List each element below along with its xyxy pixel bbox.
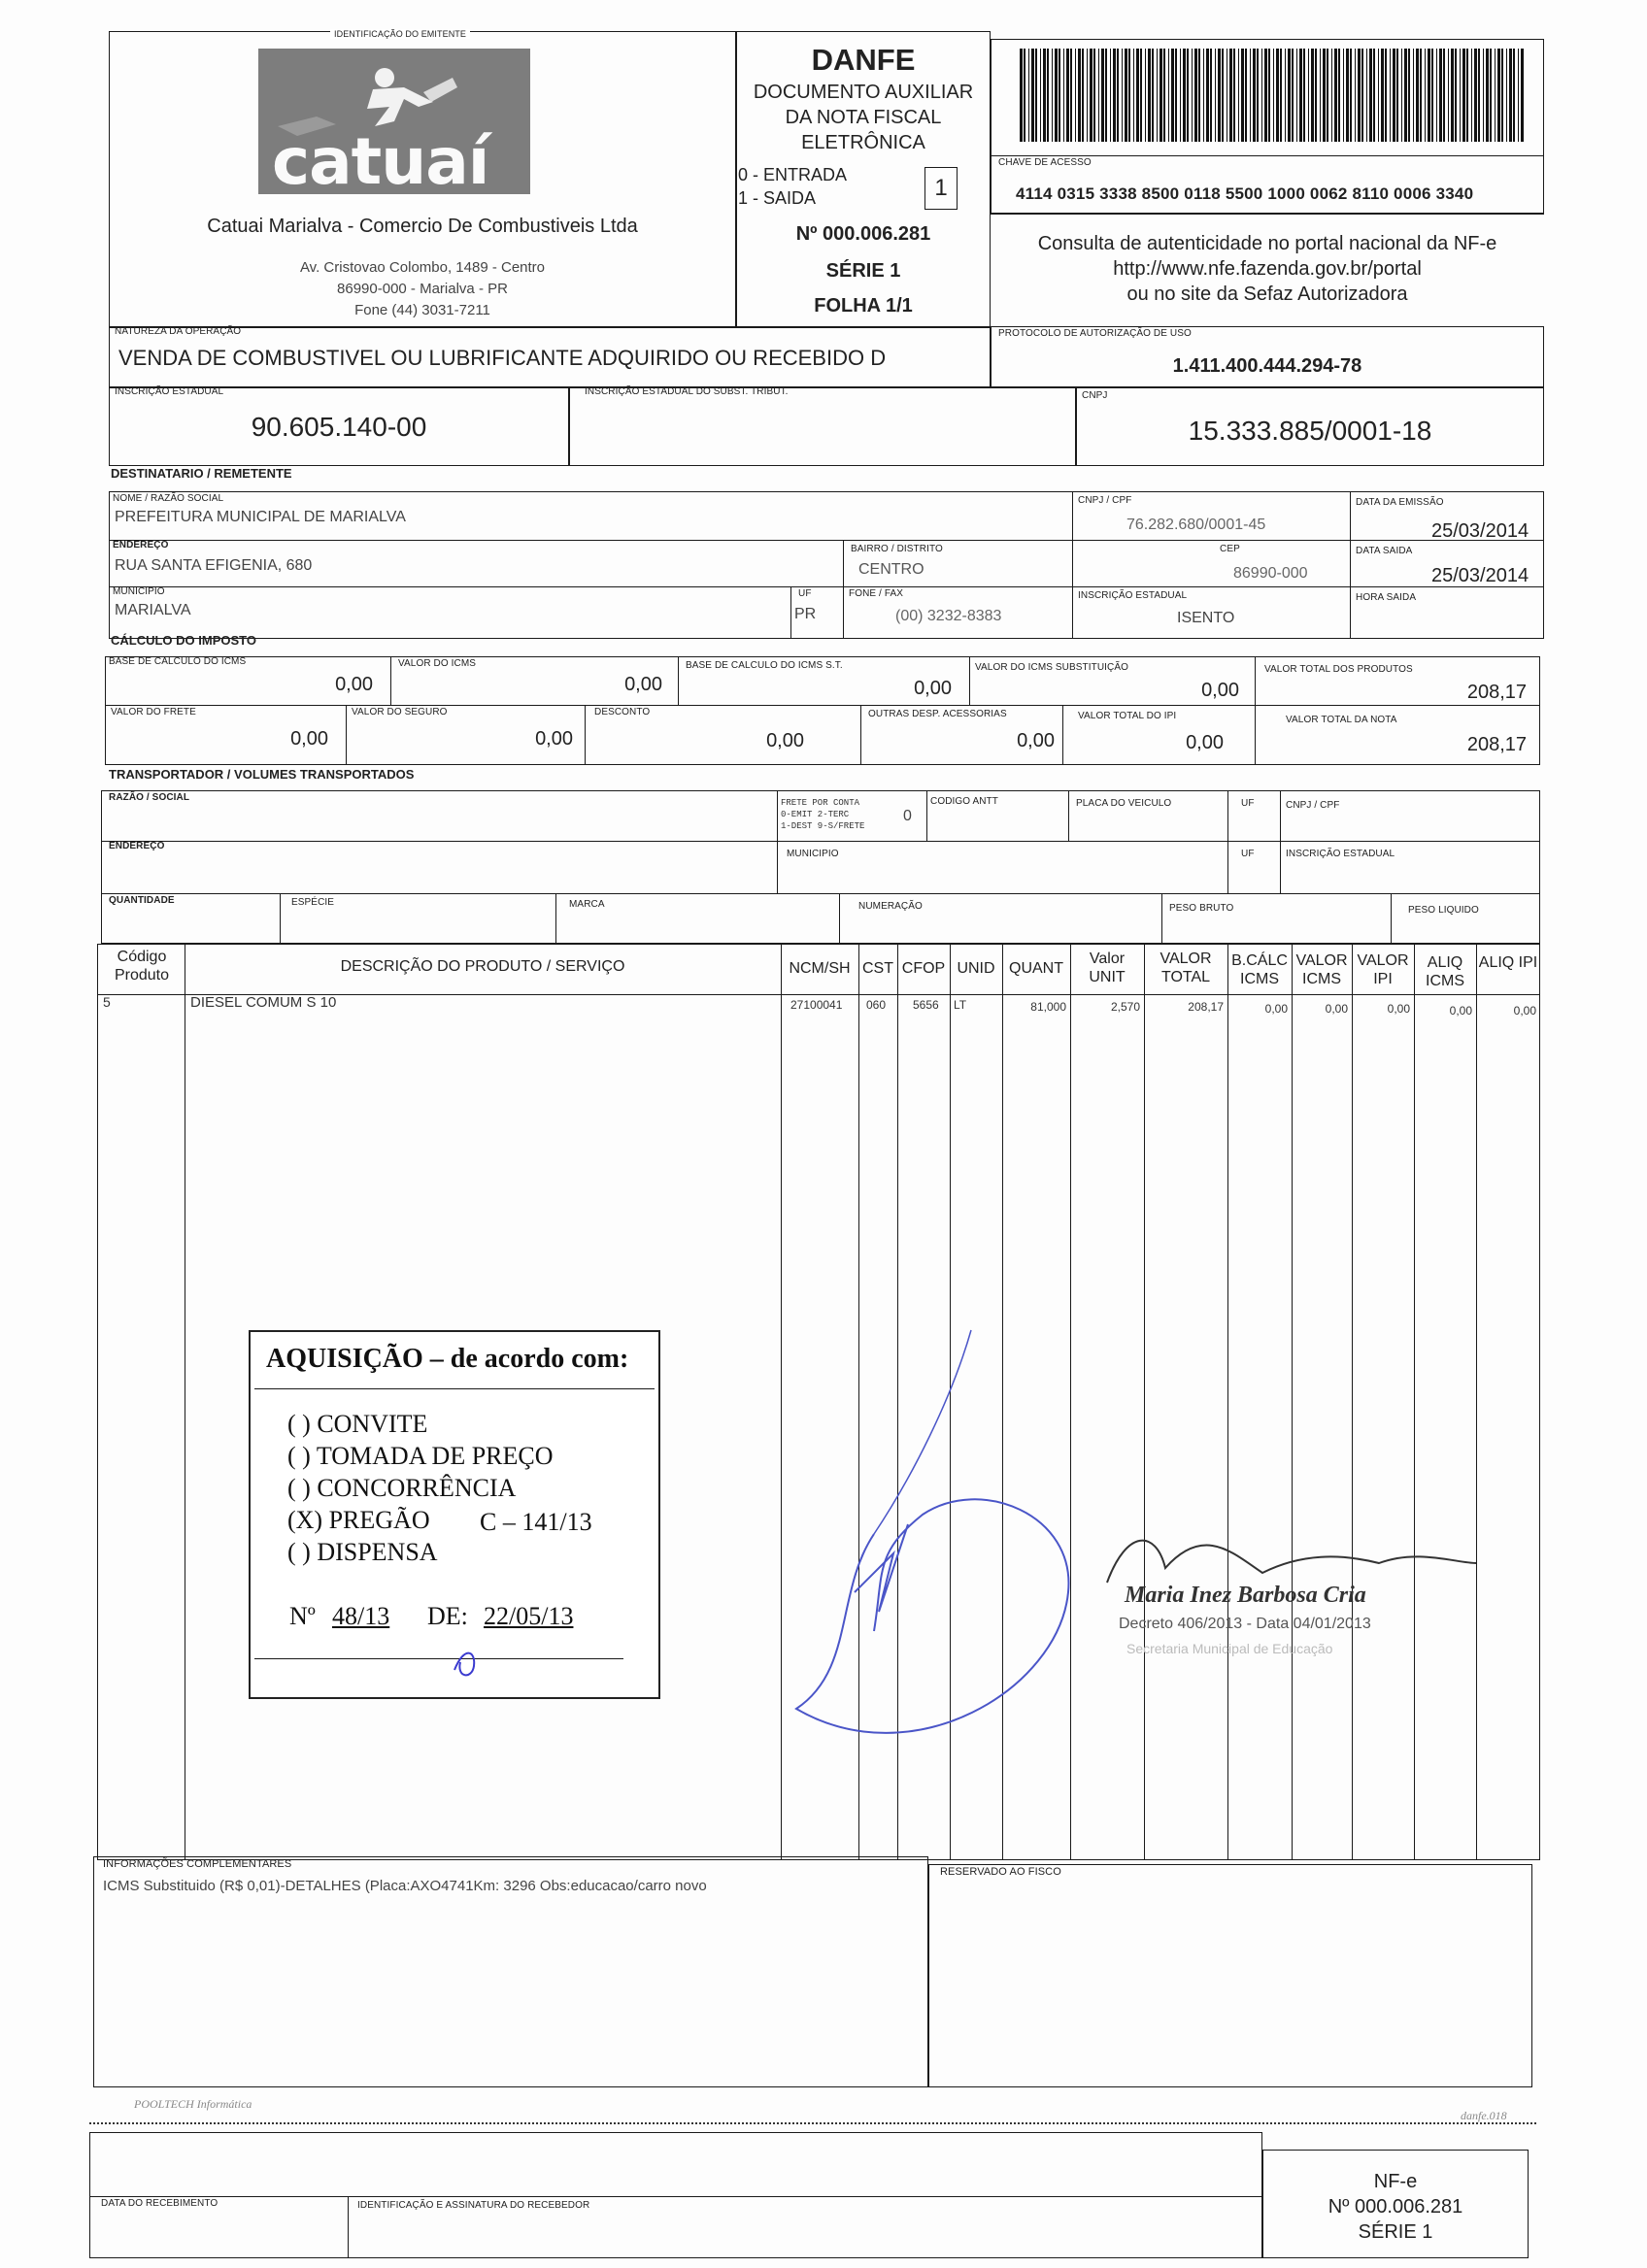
nfe-label: NF-e [1373,2171,1418,2192]
transp-razao-label: RAZÃO / SOCIAL [109,792,190,803]
sig-line-2: Decreto 406/2013 - Data 04/01/2013 [1119,1616,1371,1632]
danfe-subtitle-3: ELETRÔNICA [801,132,925,153]
chave-value: 4114 0315 3338 8500 0118 5500 1000 0062 8110 0006 3340 [1016,184,1474,203]
base-icms: 0,00 [335,674,373,695]
dest-ie: ISENTO [1177,610,1235,626]
stamp-numero: 48/13 [332,1602,390,1630]
total-nota-label: VALOR TOTAL DA NOTA [1286,715,1397,725]
valor-icms-label: VALOR DO ICMS [398,658,477,669]
danfe-saida: 1 - SAIDA [738,188,817,208]
stamp-tomada: ( ) TOMADA DE PREÇO [287,1442,554,1470]
dest-uf: PR [794,606,817,622]
valor-icms: 0,00 [624,674,662,695]
natureza-value: VENDA DE COMBUSTIVEL OU LUBRIFICANTE ADQUIRIDO OU RECEBIDO D [118,346,887,370]
row-bc-icms: 0,00 [1264,1002,1288,1016]
form-code: danfe.018 [1461,2109,1507,2122]
ie-value: 90.605.140-00 [251,412,427,442]
dest-fone-label: FONE / FAX [849,588,904,599]
th-valor-ipi: VALOR IPI [1357,952,1409,987]
frete-conta-2: 0-EMIT 2-TERC [781,810,850,819]
th-unid: UNID [957,960,995,977]
dest-cep: 86990-000 [1233,565,1308,582]
marca-label: MARCA [569,899,605,910]
transp-uf-label: UF [1241,798,1255,809]
numeracao-label: NUMERAÇÃO [858,901,923,912]
sig-name: Maria Inez Barbosa Cria [1125,1583,1366,1608]
stamp-pregao: (X) PREGÃO [287,1506,430,1534]
outras-label: OUTRAS DESP. ACESSORIAS [868,709,1007,719]
ipi-label: VALOR TOTAL DO IPI [1078,711,1177,721]
ipi: 0,00 [1186,732,1224,753]
protocolo-value: 1.411.400.444.294-78 [1172,355,1362,377]
th-valor-total: VALOR TOTAL [1160,951,1212,985]
total-nota: 208,17 [1466,734,1527,755]
logo-text: catuaí [272,124,489,194]
quantidade-label: QUANTIDADE [109,895,175,906]
th-aliq-ipi: ALIQ IPI [1478,954,1538,971]
cnpj-value: 15.333.885/0001-18 [1188,416,1432,446]
assinatura-label: IDENTIFICAÇÃO E ASSINATURA DO RECEBEDOR [357,2200,590,2211]
row-cfop: 5656 [913,998,939,1012]
row-cst: 060 [866,998,887,1012]
ie-st-label: INSCRIÇÃO ESTADUAL DO SUBST. TRIBUT. [585,386,789,397]
row-aliq-icms: 0,00 [1449,1004,1472,1017]
row-quant: 81,000 [1030,1000,1066,1014]
seguro: 0,00 [535,728,573,750]
transp-endereco-label: ENDEREÇO [109,841,165,851]
emitter-phone: Fone (44) 3031-7211 [354,302,490,318]
chave-label: CHAVE DE ACESSO [998,157,1092,168]
dest-municipio: MARIALVA [115,602,191,618]
frete-conta-value: 0 [903,808,912,824]
base-st: 0,00 [914,678,952,699]
catuai-logo [258,49,530,194]
danfe-folha: FOLHA 1/1 [814,295,913,317]
row-ncm: 27100041 [790,998,843,1012]
row-codigo: 5 [103,994,111,1010]
danfe-title: DANFE [811,43,916,77]
dest-cep-label: CEP [1220,544,1240,554]
dest-hora-label: HORA SAIDA [1356,592,1417,603]
especie-label: ESPÉCIE [291,897,335,908]
stamp-concorrencia: ( ) CONCORRÊNCIA [287,1474,517,1502]
stamp-data-label: DE: [427,1602,468,1630]
stamp-dispensa: ( ) DISPENSA [287,1538,438,1566]
dest-fone: (00) 3232-8383 [895,608,1002,624]
total-produtos: 208,17 [1466,682,1527,703]
th-valor-icms: VALOR ICMS [1295,952,1348,987]
fisco-label: RESERVADO AO FISCO [940,1866,1061,1878]
barcode-icon [1020,49,1527,146]
dest-name: PREFEITURA MUNICIPAL DE MARIALVA [115,509,406,525]
dest-cnpj: 76.282.680/0001-45 [1126,517,1266,533]
stamp-convite: ( ) CONVITE [287,1410,428,1438]
valor-st: 0,00 [1201,680,1239,701]
stamp-title: AQUISIÇÃO – de acordo com: [266,1344,629,1374]
receipt-box [89,2132,1262,2258]
dest-saida: 25/03/2014 [1431,565,1529,586]
transport-section: TRANSPORTADOR / VOLUMES TRANSPORTADOS [109,767,415,782]
ie-st-box [569,386,1076,466]
th-quant: QUANT [1009,960,1063,977]
consulta-line-2[interactable]: http://www.nfe.fazenda.gov.br/portal [1113,258,1422,280]
th-bc-icms: B.CÁLC ICMS [1231,952,1288,987]
row-valor-ipi: 0,00 [1387,1002,1410,1016]
row-valor-icms: 0,00 [1325,1002,1348,1016]
stamp-data: 22/05/13 [484,1602,574,1630]
software-credit: POOLTECH Informática [134,2097,252,2111]
peso-bruto-label: PESO BRUTO [1169,903,1234,914]
emitter-name: Catuai Marialva - Comercio De Combustiveis Ltda [207,216,638,237]
dest-ie-label: INSCRIÇÃO ESTADUAL [1078,590,1188,601]
peso-liquido-label: PESO LIQUIDO [1408,905,1479,916]
frete-conta-1: FRETE POR CONTA [781,798,860,808]
valor-st-label: VALOR DO ICMS SUBSTITUIÇÃO [975,662,1128,673]
dest-emissao-label: DATA DA EMISSÃO [1356,497,1444,508]
dest-cnpj-label: CNPJ / CPF [1078,495,1132,506]
nfe-serie: SÉRIE 1 [1358,2221,1433,2243]
transp-municipio-label: MUNICIPIO [787,849,839,859]
consulta-line-3: ou no site da Sefaz Autorizadora [1126,284,1408,305]
placa-label: PLACA DO VEICULO [1076,798,1172,809]
emitter-address-2: 86990-000 - Marialva - PR [337,281,508,297]
frete-conta-3: 1-DEST 9-S/FRETE [781,821,865,831]
danfe-entrada: 0 - ENTRADA [738,165,848,184]
transp-uf2-label: UF [1241,849,1255,859]
recebimento-label: DATA DO RECEBIMENTO [101,2198,218,2209]
dest-endereco: RUA SANTA EFIGENIA, 680 [115,557,313,574]
natureza-label: NATUREZA DA OPERAÇÃO [115,326,242,337]
frete-label: VALOR DO FRETE [111,707,196,717]
stamp-numero-label: Nº [289,1602,316,1630]
dest-saida-label: DATA SAIDA [1356,546,1413,556]
complementary-text: ICMS Substituido (R$ 0,01)-DETALHES (Placa:AXO4741Km: 3296 Obs:educacao/carro novo [103,1878,707,1894]
base-st-label: BASE DE CALCULO DO ICMS S.T. [686,660,843,671]
base-icms-label: BASE DE CALCULO DO ICMS [109,656,247,667]
transp-ie-label: INSCRIÇÃO ESTADUAL [1286,849,1395,859]
danfe-serie: SÉRIE 1 [825,260,901,282]
emitter-address-1: Av. Cristovao Colombo, 1489 - Centro [299,259,546,276]
row-aliq-ipi: 0,00 [1513,1004,1536,1017]
recipient-section: DESTINATARIO / REMETENTE [111,466,292,481]
th-cfop: CFOP [901,960,946,977]
danfe-numero: Nº 000.006.281 [795,223,931,245]
th-ncm: NCM/SH [789,960,851,977]
th-cst: CST [862,960,893,977]
emitter-section-label: IDENTIFICAÇÃO DO EMITENTE [330,29,470,39]
ie-label: INSCRIÇÃO ESTADUAL [115,386,224,397]
th-valor-unit: Valor UNIT [1089,951,1126,985]
stamp-pregao-ref: C – 141/13 [480,1508,592,1536]
sig-line-3: Secretaria Municipal de Educação [1126,1641,1333,1656]
dest-municipio-label: MUNICIPIO [113,586,165,597]
th-descricao: DESCRIÇÃO DO PRODUTO / SERVIÇO [340,958,625,975]
acquisition-stamp [249,1330,660,1699]
row-valor-unit: 2,570 [1110,1000,1140,1014]
th-codigo: Código Produto [114,949,170,984]
seguro-label: VALOR DO SEGURO [352,707,448,717]
dest-bairro: CENTRO [858,561,924,578]
th-aliq-icms: ALIQ ICMS [1426,954,1464,989]
row-descricao: DIESEL COMUM S 10 [190,994,337,1011]
dest-emissao: 25/03/2014 [1431,520,1529,542]
dest-uf-label: UF [798,588,812,599]
danfe-subtitle-2: DA NOTA FISCAL [785,107,942,128]
dest-bairro-label: BAIRRO / DISTRITO [851,544,943,554]
dest-endereco-label: ENDEREÇO [113,540,169,550]
total-produtos-label: VALOR TOTAL DOS PRODUTOS [1264,664,1413,675]
danfe-type: 1 [934,175,948,201]
cnpj-label: CNPJ [1082,390,1108,401]
outras: 0,00 [1017,730,1055,751]
protocolo-label: PROTOCOLO DE AUTORIZAÇÃO DE USO [998,328,1192,339]
antt-label: CODIGO ANTT [930,796,998,807]
dest-name-label: NOME / RAZÃO SOCIAL [113,493,224,504]
tax-section: CÁLCULO DO IMPOSTO [111,633,256,648]
complementary-label: INFORMAÇÕES COMPLEMENTARES [103,1858,292,1870]
fisco-box [928,1864,1532,2087]
desconto-label: DESCONTO [594,707,651,717]
consulta-line-1: Consulta de autenticidade no portal nacional da NF-e [1037,233,1497,254]
row-unid: LT [954,998,967,1012]
danfe-subtitle-1: DOCUMENTO AUXILIAR [753,82,974,103]
frete: 0,00 [290,728,328,750]
row-valor-total: 208,17 [1188,1000,1224,1014]
desconto: 0,00 [766,730,804,751]
transp-cnpj-label: CNPJ / CPF [1286,800,1340,811]
nfe-numero: Nº 000.006.281 [1328,2196,1463,2218]
